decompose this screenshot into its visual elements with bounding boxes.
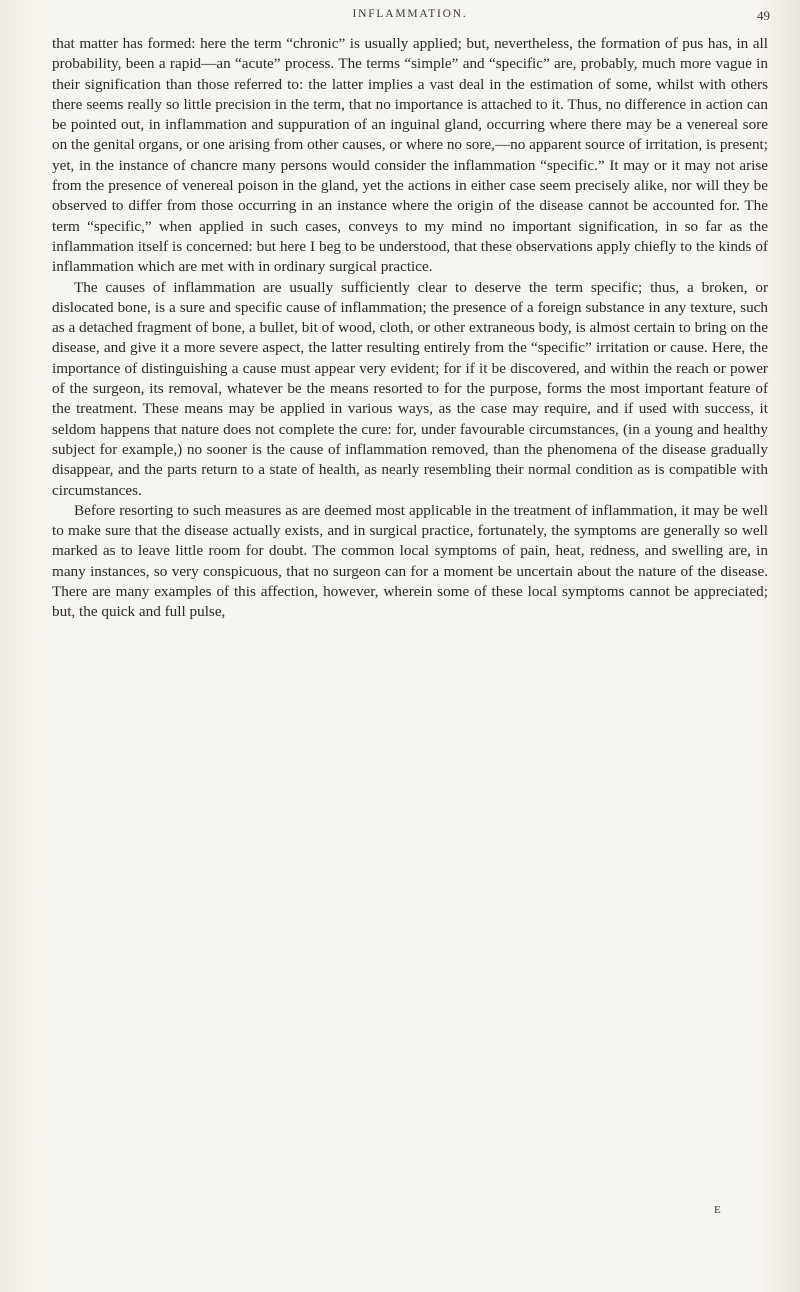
body-text [52, 34, 768, 623]
signature-mark: E [714, 1204, 721, 1216]
paragraph-diagnosis: Before resorting to such measures as are deemed most applicable in the treatment of inflammation, it may be well to make sure that the disease actually exists, and in surgical practice, fortunately, the symptoms are generally so well marked as to leave little room for doubt. The common local symptoms of pain, heat, redness, and swelling are, in many instances, so very conspicuous, that no surgeon can for a moment be uncertain about the nature of the disease. There are many examples of this affection, however, wherein some of these local symptoms cannot be appreciated; but, the quick and full pulse, [52, 501, 768, 621]
page-number: 49 [757, 8, 770, 23]
paragraph-continued: that matter has formed: here the term “chronic” is usually applied; but, nevertheless, the formation of pus has, in all probability, been a rapid—an “acute” process. The terms “simple” and “specific” are, probably, much more vague in their signification than those referred to: the latter implies a vast deal in the estimation of some, whilst with others there seems really so little precision in the term, that no importance is attached to it. Thus, no difference in action can be pointed out, in inflammation and suppuration of an inguinal gland, occurring where there may be a venereal sore on the genital organs, or one arising from other causes, or where no sore,—no apparent source of irritation, is present; yet, in the instance of chancre many persons would consider the inflammation “specific.” It may or it may not arise from the presence of venereal poison in the gland, yet the actions in either case seem precisely alike, nor will they be observed to differ from those occurring in an instance where the origin of the disease cannot be accounted for. The term “specific,” when applied in such cases, conveys to my mind no important signification, in so far as the inflammation itself is concerned: but here I beg to be understood, that these observations apply chiefly to the kinds of inflammation which are met with in ordinary surgical practice. [52, 35, 768, 276]
page-header [50, 8, 770, 32]
paragraph-causes: The causes of inflammation are usually sufficiently clear to deserve the term specific; thus, a broken, or dislocated bone, is a sure and specific cause of inflammation; the presence of a foreign substance in any texture, such as a detached fragment of bone, a bullet, bit of wood, cloth, or other extraneous body, is almost certain to bring on the disease, and give it a more severe aspect, the latter resulting entirely from the “specific” irritation or cause. Here, the importance of distinguishing a cause must appear very evident; for if it be discovered, and within the reach or power of the surgeon, its removal, whatever be the means resorted to for the purpose, forms the most important feature of the treatment. These means may be applied in various ways, as the case may require, and if used with success, it seldom happens that nature does not complete the cure: for, under favourable circumstances, (in a young and healthy subject for example,) no sooner is the cause of inflammation removed, than the phenomena of the disease gradually disappear, and the parts return to a state of health, as nearly resembling their normal condition as is compatible with circumstances. [52, 278, 768, 499]
running-head: INFLAMMATION. [352, 8, 468, 20]
